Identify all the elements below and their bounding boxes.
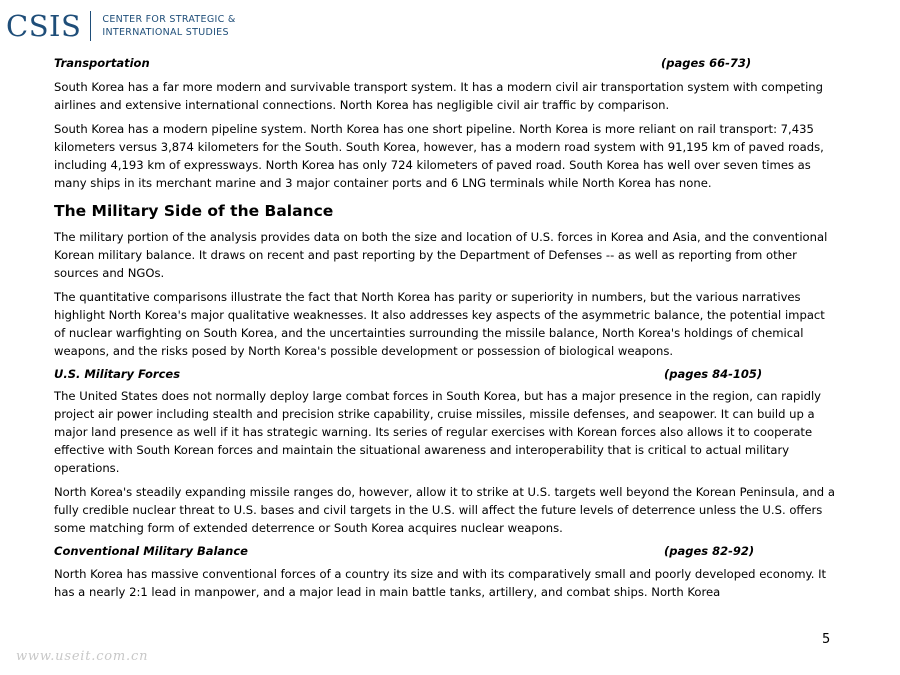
transportation-paragraph-1: South Korea has a far more modern and survivable transport system. It has a modern civil air transportation system with competing airlines and extensive international connections. North Korea has negligible civil air traffic by comparison. bbox=[54, 80, 824, 112]
csis-logo bbox=[6, 10, 236, 42]
section-pages-transportation: (pages 66-73) bbox=[661, 56, 752, 70]
us-forces-paragraph-1: The United States does not normally deploy large combat forces in South Korea, but has a major presence in the region, can rapidly project air power including stealth and precision strike capability, cruise missiles, missile defenses, and seapower. It can build up a major land presence as well if it has strategic warning. Its series of regular exercises with Korean forces also allows it to cooperate effective with South Korean forces and maintain the situational awareness and interoperability that is critical to actual military operations. bbox=[54, 389, 822, 475]
page-number: 5 bbox=[822, 632, 831, 647]
logo-divider bbox=[90, 11, 91, 41]
document-body bbox=[54, 55, 839, 601]
section-header-transportation bbox=[54, 55, 839, 71]
military-paragraph-2: The quantitative comparisons illustrate the fact that North Korea has parity or superiority in numbers, but the various narratives highlight North Korea's major qualitative weaknesses. It also addresses key aspects of the asymmetric balance, the potential impact of nuclear warfighting on South Korea, and the uncertainties surrounding the missile balance, North Korea's holdings of chemical weapons, and the risks posed by North Korea's possible development or possession of biological weapons. bbox=[54, 290, 825, 358]
section-header-conventional bbox=[54, 543, 839, 559]
section-title-conventional: Conventional Military Balance bbox=[54, 544, 248, 558]
logo-text bbox=[102, 13, 235, 39]
section-pages-conventional: (pages 82-92) bbox=[664, 544, 755, 558]
conventional-paragraph-1: North Korea has massive conventional forces of a country its size and with its comparatively small and poorly developed economy. It has a nearly 2:1 lead in manpower, and a major lead in main battle tanks, artillery, and combat ships. North Korea bbox=[54, 567, 827, 599]
section-title-transportation: Transportation bbox=[54, 56, 150, 70]
logo-line-2: INTERNATIONAL STUDIES bbox=[102, 27, 229, 38]
transportation-paragraph-2: South Korea has a modern pipeline system. North Korea has one short pipeline. North Korea is more reliant on rail transport: 7,435 kilometers versus 3,874 kilometers for the South. South Korea, however, has a modern road system with 91,195 km of paved roads, including 4,193 km of expressways. North Korea has only 724 kilometers of paved road. South Korea has well over seven times as many ships in its merchant marine and 3 major container ports and 6 LNG terminals while North Korea has none. bbox=[54, 122, 824, 190]
section-pages-us-forces: (pages 84-105) bbox=[664, 367, 763, 381]
military-heading: The Military Side of the Balance bbox=[54, 202, 334, 220]
logo-mark: CSIS bbox=[6, 9, 82, 43]
section-title-us-forces: U.S. Military Forces bbox=[54, 367, 181, 381]
logo-line-1: CENTER FOR STRATEGIC & bbox=[102, 14, 236, 25]
military-paragraph-1: The military portion of the analysis provides data on both the size and location of U.S. forces in Korea and Asia, and the conventional Korean military balance. It draws on recent and past reporting by the Department of Defenses -- as well as reporting from other sources and NGOs. bbox=[54, 230, 828, 280]
section-header-us-forces bbox=[54, 366, 839, 382]
watermark: www.useit.com.cn bbox=[16, 649, 149, 664]
us-forces-paragraph-2: North Korea's steadily expanding missile ranges do, however, allow it to strike at U.S. targets well beyond the Korean Peninsula, and a fully credible nuclear threat to U.S. bases and civil targets in the U.S. will affect the future levels of deterrence unless the U.S. offers some matching form of extended deterrence or South Korea acquires nuclear weapons. bbox=[54, 485, 835, 535]
